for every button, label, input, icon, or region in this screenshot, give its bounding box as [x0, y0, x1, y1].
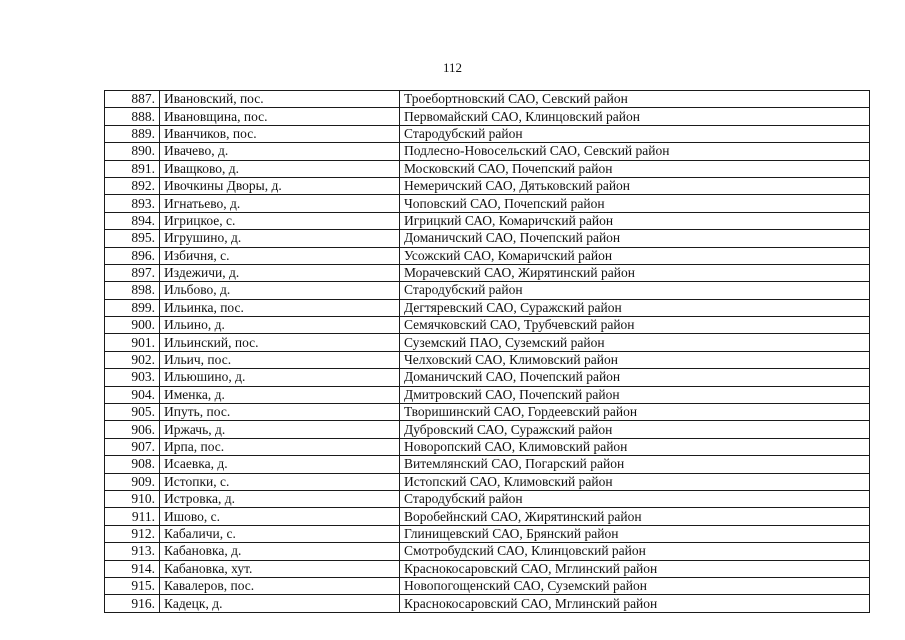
administrative-unit-cell: Витемлянский САО, Погарский район — [400, 456, 870, 473]
administrative-unit-cell: Суземский ПАО, Суземский район — [400, 334, 870, 351]
row-number-cell: 914. — [105, 560, 160, 577]
settlements-table — [104, 90, 870, 613]
table-row — [105, 299, 870, 316]
administrative-unit-cell: Смотробудский САО, Клинцовский район — [400, 543, 870, 560]
row-number-cell: 908. — [105, 456, 160, 473]
settlement-name-cell: Именка, д. — [160, 386, 400, 403]
administrative-unit-cell: Краснокосаровский САО, Мглинский район — [400, 595, 870, 612]
administrative-unit-cell: Стародубский район — [400, 282, 870, 299]
row-number-cell: 889. — [105, 125, 160, 142]
administrative-unit-cell: Подлесно-Новосельский САО, Севский район — [400, 143, 870, 160]
row-number-cell: 898. — [105, 282, 160, 299]
administrative-unit-cell: Стародубский район — [400, 490, 870, 507]
table-row — [105, 595, 870, 612]
settlement-name-cell: Ильино, д. — [160, 317, 400, 334]
settlement-name-cell: Истровка, д. — [160, 490, 400, 507]
settlement-name-cell: Ивачево, д. — [160, 143, 400, 160]
administrative-unit-cell: Глинищевский САО, Брянский район — [400, 525, 870, 542]
administrative-unit-cell: Усожский САО, Комаричский район — [400, 247, 870, 264]
row-number-cell: 916. — [105, 595, 160, 612]
administrative-unit-cell: Московский САО, Почепский район — [400, 160, 870, 177]
settlement-name-cell: Ильич, пос. — [160, 351, 400, 368]
row-number-cell: 913. — [105, 543, 160, 560]
administrative-unit-cell: Морачевский САО, Жирятинский район — [400, 264, 870, 281]
table-row — [105, 490, 870, 507]
settlement-name-cell: Кабановка, хут. — [160, 560, 400, 577]
page-number: 112 — [442, 60, 463, 75]
table-row — [105, 369, 870, 386]
settlement-name-cell: Игрицкое, с. — [160, 212, 400, 229]
administrative-unit-cell: Дегтяревский САО, Суражский район — [400, 299, 870, 316]
settlement-name-cell: Ильюшино, д. — [160, 369, 400, 386]
row-number-cell: 887. — [105, 91, 160, 108]
row-number-cell: 895. — [105, 230, 160, 247]
row-number-cell: 892. — [105, 177, 160, 194]
table-row — [105, 351, 870, 368]
settlement-name-cell: Ильбово, д. — [160, 282, 400, 299]
row-number-cell: 901. — [105, 334, 160, 351]
settlement-name-cell: Истопки, с. — [160, 473, 400, 490]
row-number-cell: 890. — [105, 143, 160, 160]
settlement-name-cell: Ипуть, пос. — [160, 404, 400, 421]
administrative-unit-cell: Творишинский САО, Гордеевский район — [400, 404, 870, 421]
row-number-cell: 909. — [105, 473, 160, 490]
table-row — [105, 525, 870, 542]
row-number-cell: 903. — [105, 369, 160, 386]
row-number-cell: 911. — [105, 508, 160, 525]
row-number-cell: 912. — [105, 525, 160, 542]
row-number-cell: 900. — [105, 317, 160, 334]
table-row — [105, 264, 870, 281]
settlement-name-cell: Избичня, с. — [160, 247, 400, 264]
administrative-unit-cell: Дмитровский САО, Почепский район — [400, 386, 870, 403]
administrative-unit-cell: Новоропский САО, Климовский район — [400, 438, 870, 455]
administrative-unit-cell: Игрицкий САО, Комаричский район — [400, 212, 870, 229]
settlement-name-cell: Иванчиков, пос. — [160, 125, 400, 142]
settlement-name-cell: Ильинка, пос. — [160, 299, 400, 316]
settlement-name-cell: Кабаличи, с. — [160, 525, 400, 542]
settlement-name-cell: Ишово, с. — [160, 508, 400, 525]
administrative-unit-cell: Челховский САО, Климовский район — [400, 351, 870, 368]
administrative-unit-cell: Дубровский САО, Суражский район — [400, 421, 870, 438]
table-row — [105, 421, 870, 438]
table-row — [105, 125, 870, 142]
table-row — [105, 91, 870, 108]
settlement-name-cell: Ивановщина, пос. — [160, 108, 400, 125]
settlement-name-cell: Ирпа, пос. — [160, 438, 400, 455]
settlement-name-cell: Кабановка, д. — [160, 543, 400, 560]
table-row — [105, 212, 870, 229]
administrative-unit-cell: Немеричский САО, Дятьковский район — [400, 177, 870, 194]
table-row — [105, 177, 870, 194]
settlement-name-cell: Ивочкины Дворы, д. — [160, 177, 400, 194]
row-number-cell: 904. — [105, 386, 160, 403]
table-row — [105, 195, 870, 212]
table-row — [105, 438, 870, 455]
row-number-cell: 896. — [105, 247, 160, 264]
row-number-cell: 897. — [105, 264, 160, 281]
administrative-unit-cell: Семячковский САО, Трубчевский район — [400, 317, 870, 334]
table-row — [105, 160, 870, 177]
table-row — [105, 230, 870, 247]
table-row — [105, 456, 870, 473]
settlement-name-cell: Кавалеров, пос. — [160, 577, 400, 594]
row-number-cell: 915. — [105, 577, 160, 594]
table-row — [105, 143, 870, 160]
settlement-name-cell: Кадецк, д. — [160, 595, 400, 612]
table-row — [105, 282, 870, 299]
administrative-unit-cell: Истопский САО, Климовский район — [400, 473, 870, 490]
table-row — [105, 386, 870, 403]
administrative-unit-cell: Новопогощенский САО, Суземский район — [400, 577, 870, 594]
table-row — [105, 317, 870, 334]
settlement-name-cell: Игнатьево, д. — [160, 195, 400, 212]
settlement-name-cell: Игрушино, д. — [160, 230, 400, 247]
row-number-cell: 906. — [105, 421, 160, 438]
row-number-cell: 888. — [105, 108, 160, 125]
settlement-name-cell: Иржачь, д. — [160, 421, 400, 438]
administrative-unit-cell: Троебортновский САО, Севский район — [400, 91, 870, 108]
table-body — [105, 91, 870, 613]
row-number-cell: 893. — [105, 195, 160, 212]
row-number-cell: 905. — [105, 404, 160, 421]
table-row — [105, 334, 870, 351]
table-row — [105, 577, 870, 594]
row-number-cell: 899. — [105, 299, 160, 316]
administrative-unit-cell: Первомайский САО, Клинцовский район — [400, 108, 870, 125]
settlement-name-cell: Исаевка, д. — [160, 456, 400, 473]
administrative-unit-cell: Доманичский САО, Почепский район — [400, 369, 870, 386]
administrative-unit-cell: Стародубский район — [400, 125, 870, 142]
table-row — [105, 508, 870, 525]
table-row — [105, 247, 870, 264]
row-number-cell: 894. — [105, 212, 160, 229]
administrative-unit-cell: Краснокосаровский САО, Мглинский район — [400, 560, 870, 577]
row-number-cell: 910. — [105, 490, 160, 507]
administrative-unit-cell: Воробейнский САО, Жирятинский район — [400, 508, 870, 525]
row-number-cell: 907. — [105, 438, 160, 455]
table-row — [105, 543, 870, 560]
table-row — [105, 108, 870, 125]
row-number-cell: 902. — [105, 351, 160, 368]
row-number-cell: 891. — [105, 160, 160, 177]
settlement-name-cell: Иващково, д. — [160, 160, 400, 177]
table-row — [105, 404, 870, 421]
settlement-name-cell: Ильинский, пос. — [160, 334, 400, 351]
administrative-unit-cell: Чоповский САО, Почепский район — [400, 195, 870, 212]
settlement-name-cell: Издежичи, д. — [160, 264, 400, 281]
table-row — [105, 560, 870, 577]
administrative-unit-cell: Доманичский САО, Почепский район — [400, 230, 870, 247]
settlement-name-cell: Ивановский, пос. — [160, 91, 400, 108]
table-row — [105, 473, 870, 490]
